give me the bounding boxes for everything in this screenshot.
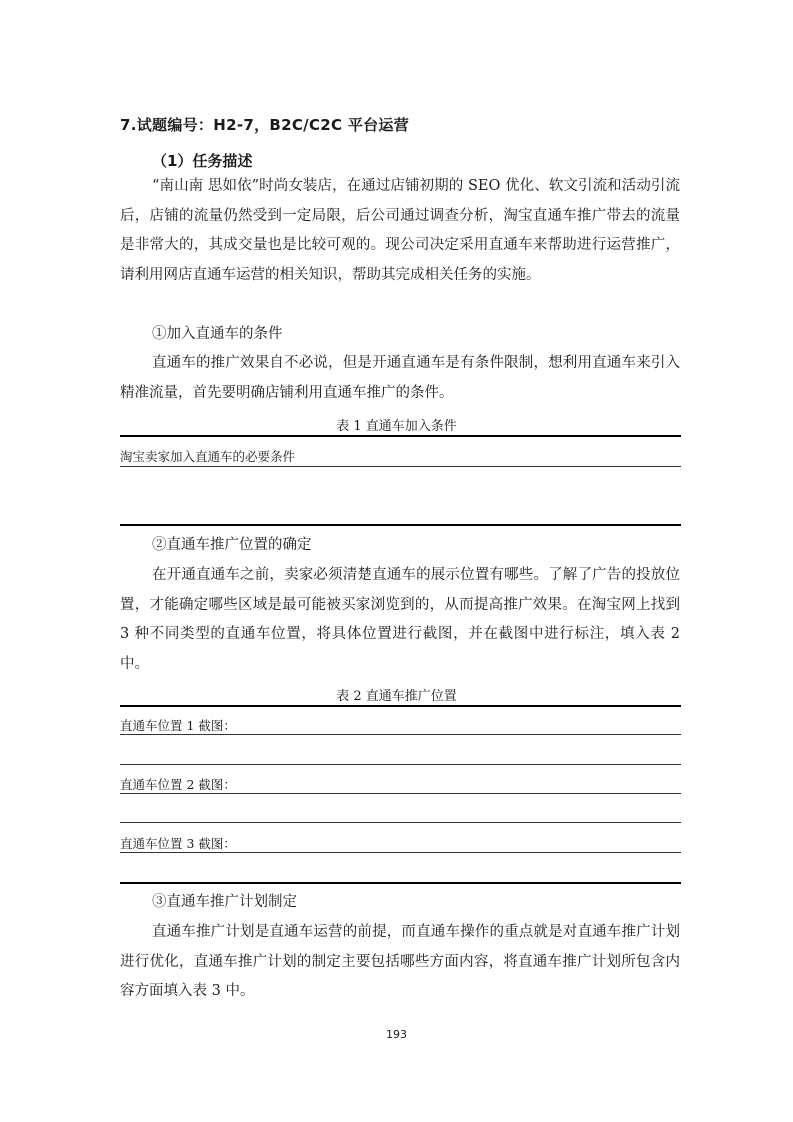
table2-caption: 表 2 直通车推广位置	[336, 689, 457, 704]
table2-row-rule	[120, 764, 681, 765]
table2-row-3: 直通车位置 3 截图：	[120, 836, 236, 851]
item2-title: ②直通车推广位置的确定	[152, 537, 312, 553]
table2-row-rule	[120, 734, 681, 735]
table2-row-2: 直通车位置 2 截图：	[120, 777, 236, 792]
item2-paragraph: 在开通直通车之前，卖家必须清楚直通车的展示位置有哪些。了解了广告的投放位置，才能确定哪些区域是最可能被买家浏览到的，从而提高推广效果。在淘宝网上找到 3 种不同类型的直通车位置，将具体位置进行截图，并在截图中进行标注，填入表 2 中。	[120, 567, 680, 672]
item3-title: ③直通车推广计划制定	[152, 894, 297, 910]
table1-caption: 表 1 直通车加入条件	[336, 419, 457, 434]
table2-bottom-rule	[120, 882, 681, 884]
item3-paragraph: 直通车推广计划是直通车运营的前提，而直通车操作的重点就是对直通车推广计划进行优化，直通车推广计划的制定主要包括哪些方面内容，将直通车推广计划所包含内容方面填入表 3 中。	[120, 924, 680, 999]
table2-row-rule	[120, 793, 681, 794]
table1-header-rule	[120, 466, 681, 467]
table2-row-1: 直通车位置 1 截图：	[120, 718, 236, 733]
item1-paragraph: 直通车的推广效果自不必说，但是开通直通车是有条件限制，想利用直通车来引入精准流量，首先要明确店铺利用直通车推广的条件。	[120, 355, 680, 401]
intro-paragraph: “南山南 思如依”时尚女装店，在通过店铺初期的 SEO 优化、软文引流和活动引流后，店铺的流量仍然受到一定局限，后公司通过调查分析，淘宝直通车推广带去的流量是非常大的，其成交量也是比较可观的。现公司决定采用直通车来帮助进行运营推广，请利用网店直通车运营的相关知识，帮助其完成相关任务的实施。	[120, 178, 680, 283]
page-number: 193	[386, 1028, 407, 1041]
table2-row-rule	[120, 822, 681, 823]
table1-bottom-rule	[120, 524, 681, 526]
table1-header: 淘宝卖家加入直通车的必要条件	[120, 449, 296, 464]
section-heading: 7.试题编号：H2-7，B2C/C2C 平台运营	[120, 116, 410, 134]
table2-row-rule	[120, 852, 681, 853]
task-description-heading: （1）任务描述	[152, 152, 253, 170]
table1-top-rule	[120, 435, 681, 437]
item1-title: ①加入直通车的条件	[152, 326, 283, 342]
table2-top-rule	[120, 705, 681, 707]
